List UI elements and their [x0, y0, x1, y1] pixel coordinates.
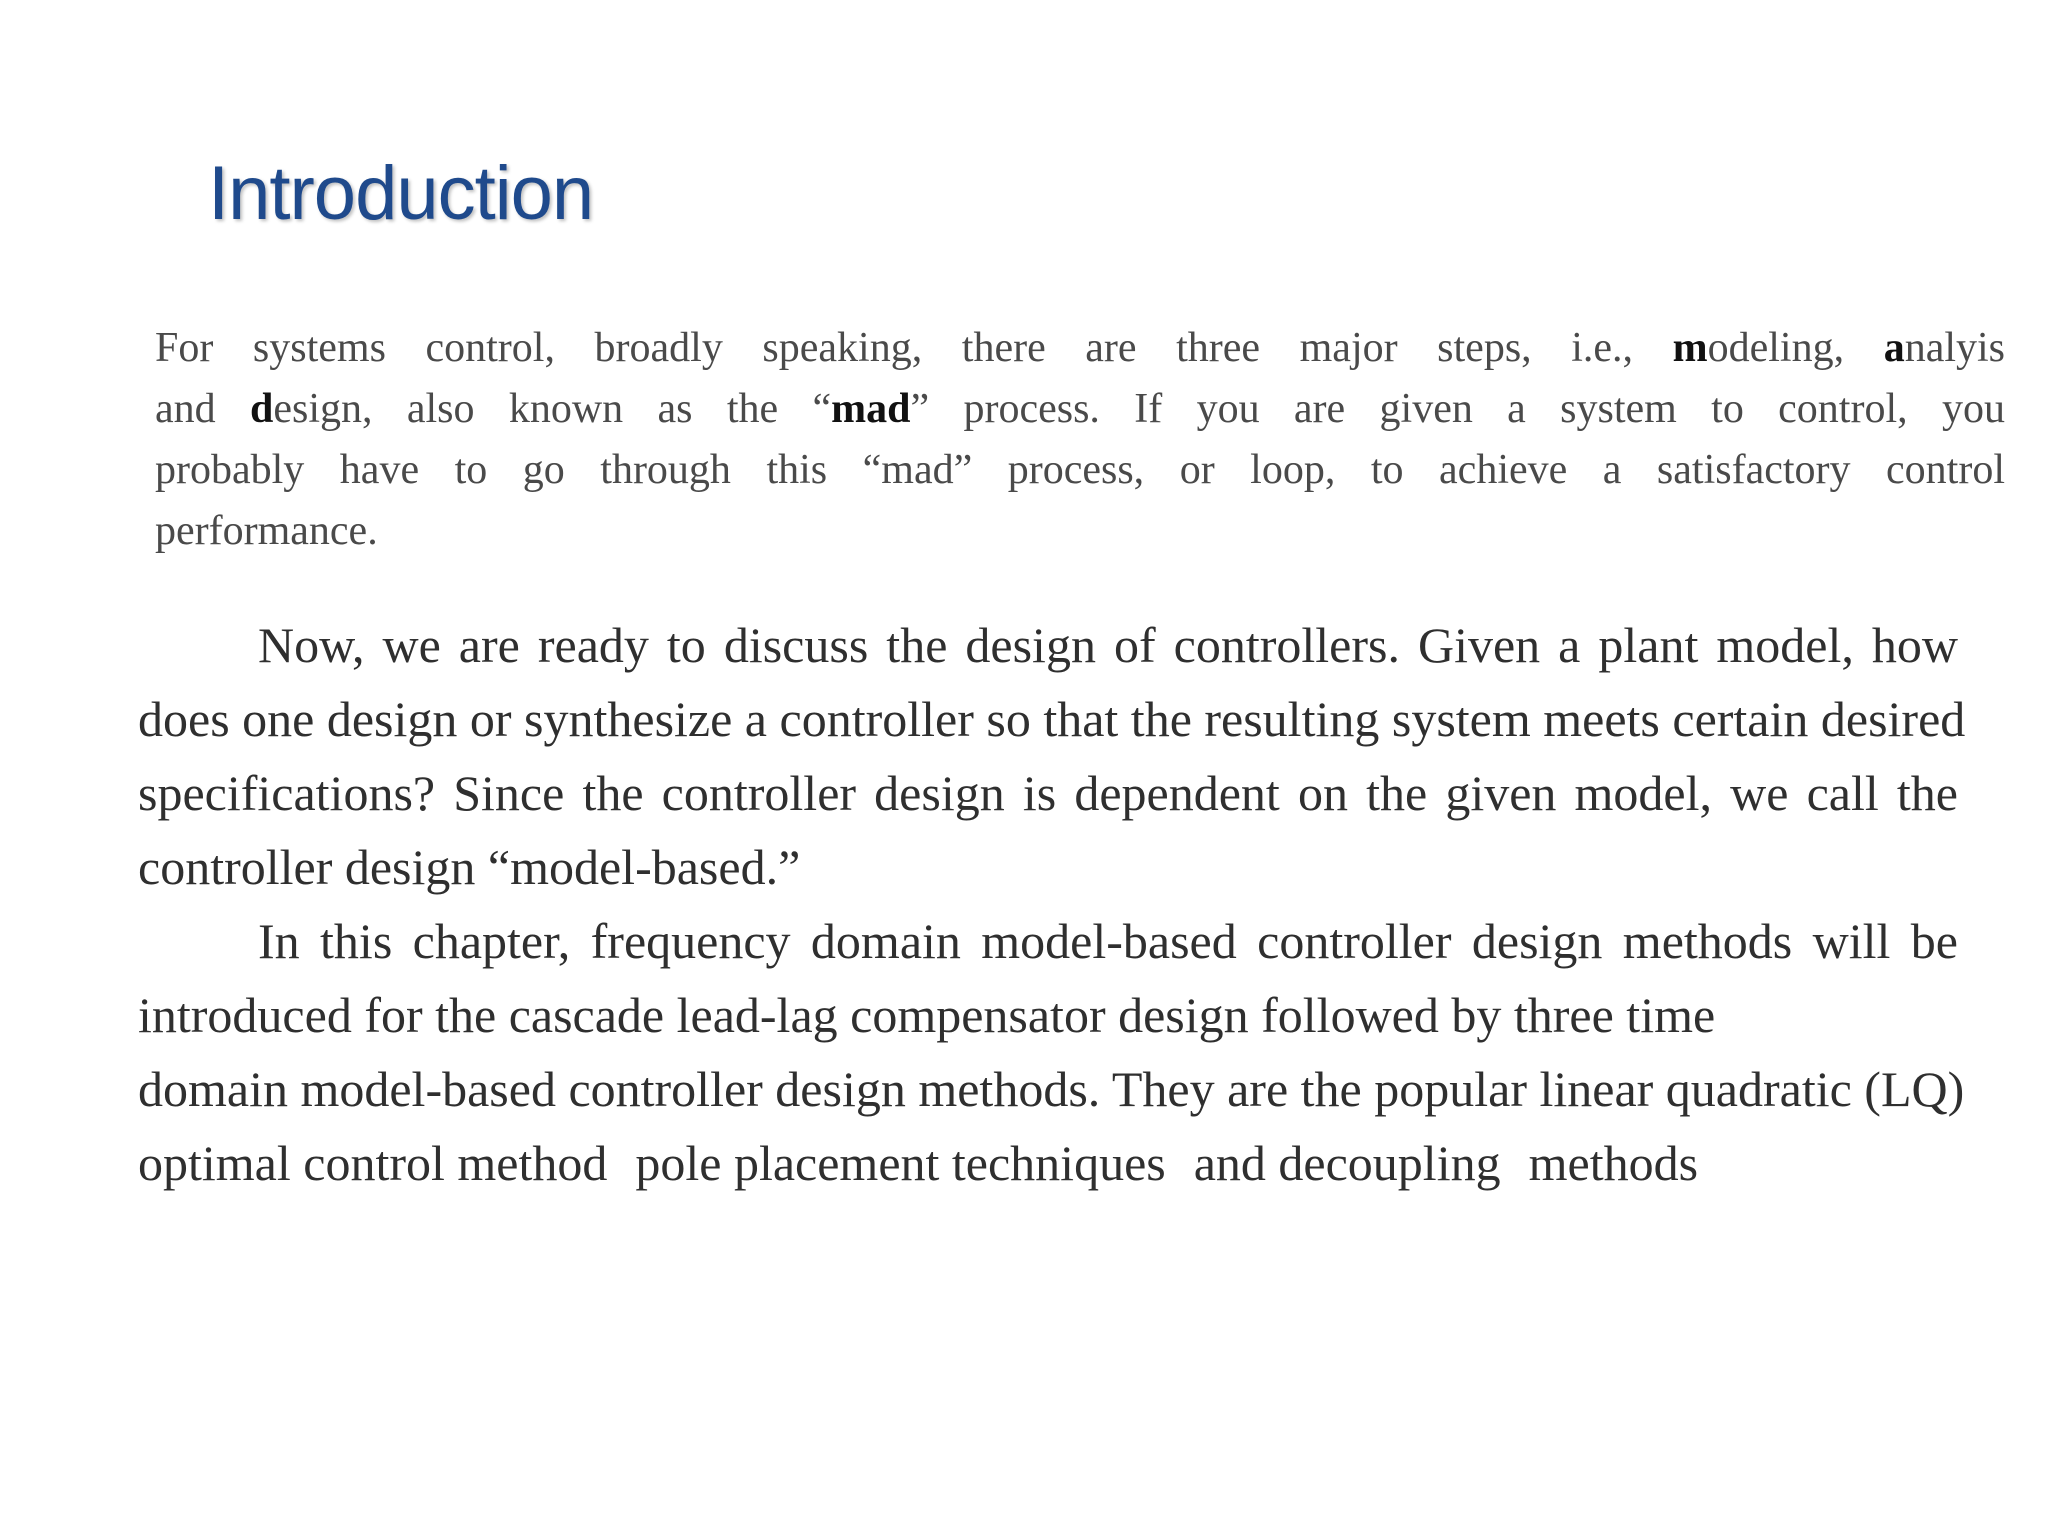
text-line: domain model-based controller design methods. They are the popular linear quadratic (LQ)	[138, 1061, 1965, 1117]
intro-paragraph-mad-process	[155, 318, 2005, 562]
text-span: pole placement techniques	[635, 1135, 1166, 1191]
bold-letter-m: m	[1672, 325, 1708, 371]
text-span: and decoupling	[1193, 1135, 1501, 1191]
text-span: Now, we are ready to discuss the design of controllers. Given a plant model, how	[258, 617, 1958, 673]
text-span: For systems control, broadly speaking, there are three major steps, i.e.,	[155, 325, 1673, 371]
text-line	[138, 904, 1958, 978]
text-span: odeling,	[1707, 325, 1884, 371]
text-line	[155, 379, 2005, 440]
text-line	[155, 318, 2005, 379]
text-line: controller design “model-based.”	[138, 839, 801, 895]
text-line	[138, 608, 1958, 682]
text-line: probably have to go through this “mad” process, or loop, to achieve a satisfactory control	[155, 447, 2005, 493]
text-line: introduced for the cascade lead-lag compensator design followed by three time	[138, 987, 1716, 1043]
text-span: optimal control method	[138, 1135, 608, 1191]
text-span: and	[155, 386, 250, 432]
text-line: does one design or synthesize a controller so that the resulting system meets certain desired	[138, 691, 1966, 747]
text-span: In this chapter, frequency domain model-based controller design methods will be	[258, 913, 1958, 969]
text-line: performance.	[155, 508, 378, 554]
slide-title: Introduction	[208, 151, 594, 236]
text-span: methods	[1528, 1135, 1699, 1191]
text-line	[138, 1126, 1958, 1200]
text-span: esign, also known as the “	[273, 386, 832, 432]
bold-word-mad: mad	[831, 386, 911, 432]
bold-letter-a: a	[1883, 325, 1905, 371]
bold-letter-d: d	[249, 386, 274, 432]
text-span: nalyis	[1904, 325, 2006, 371]
text-line: specifications? Since the controller design is dependent on the given model, we call the	[138, 765, 1958, 821]
controller-design-paragraph	[138, 608, 1966, 1200]
text-span: ” process. If you are given a system to control, you	[910, 386, 2005, 432]
